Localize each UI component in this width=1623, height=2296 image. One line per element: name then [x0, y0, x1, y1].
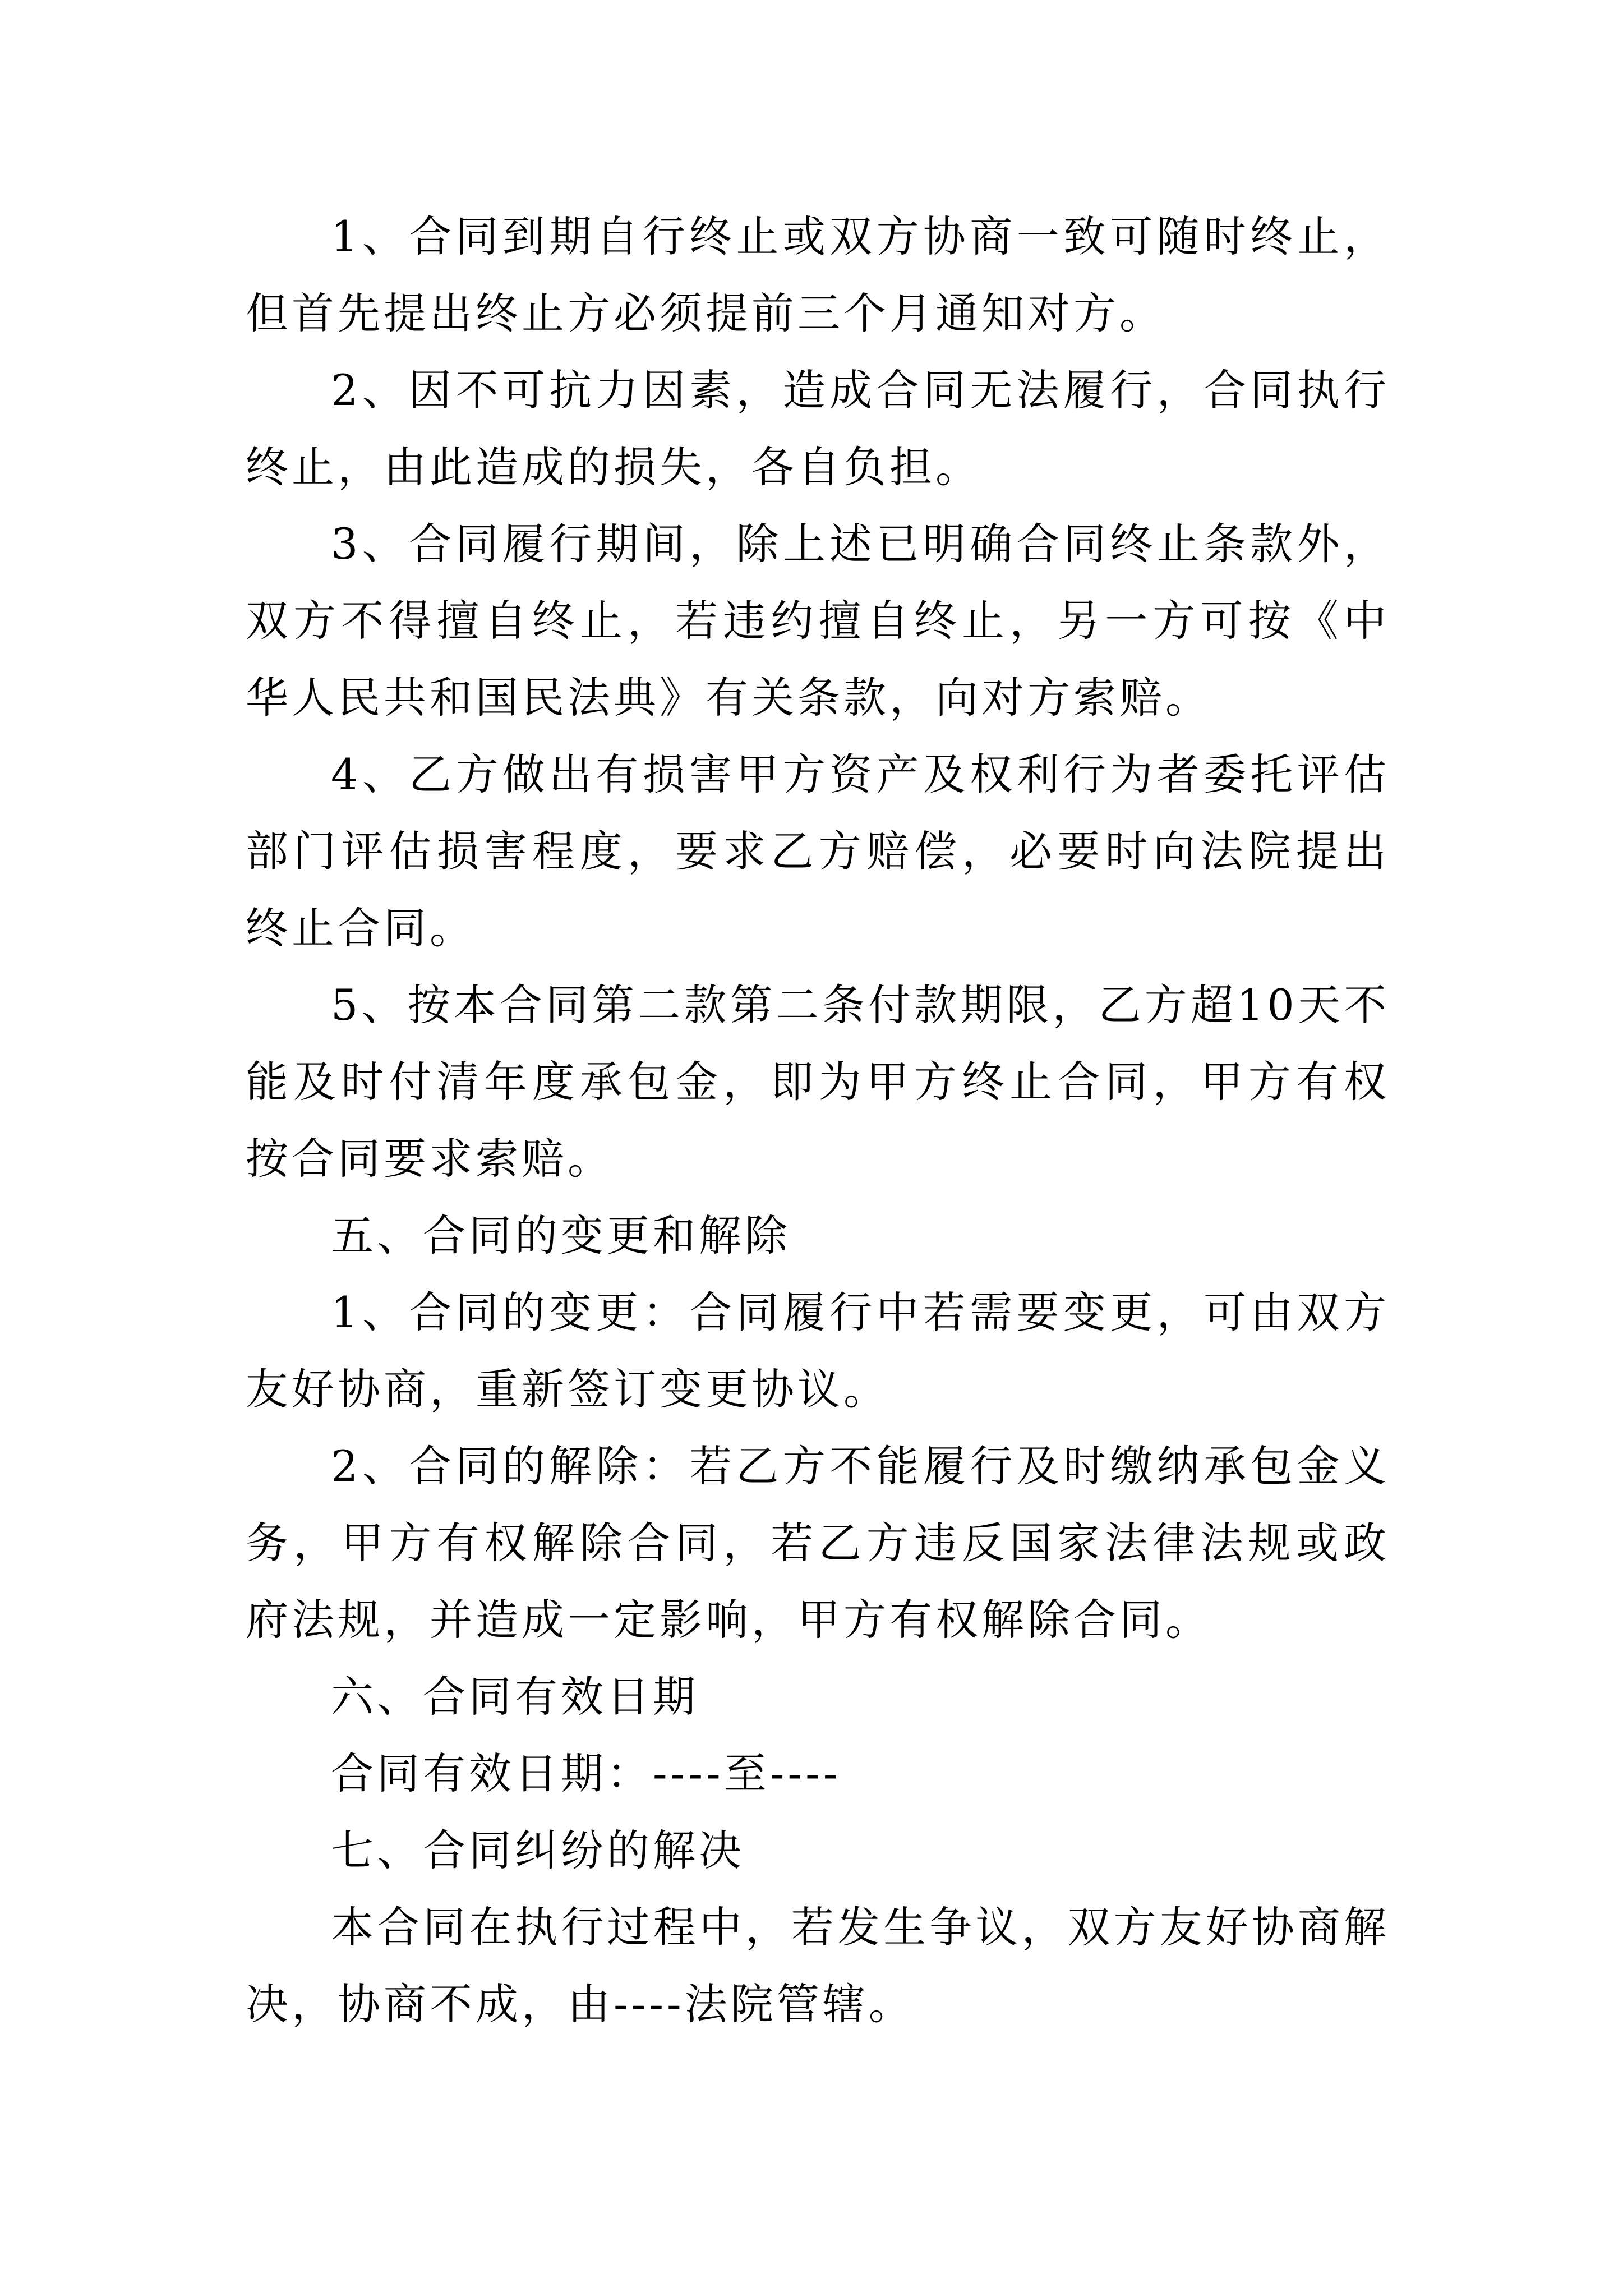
paragraph-termination-1: 1、合同到期自行终止或双方协商一致可随时终止，但首先提出终止方必须提前三个月通知对方。 — [246, 211, 1390, 338]
paragraph-termination-3: 3、合同履行期间，除上述已明确合同终止条款外，双方不得擅自终止，若违约擅自终止，另一方可按《中华人民共和国民法典》有关条款，向对方索赔。 — [246, 519, 1390, 723]
section-heading-change-and-rescission: 五、合同的变更和解除 — [331, 1211, 791, 1260]
paragraph-contract-rescission: 2、合同的解除：若乙方不能履行及时缴纳承包金义务，甲方有权解除合同，若乙方违反国家法律法规或政府法规，并造成一定影响，甲方有权解除合同。 — [246, 1441, 1390, 1645]
paragraph-dispute-resolution: 本合同在执行过程中，若发生争议，双方友好协商解决，协商不成，由----法院管辖。 — [246, 1902, 1390, 2029]
section-heading-dispute-resolution: 七、合同纠纷的解决 — [331, 1825, 745, 1875]
paragraph-effective-date: 合同有效日期：----至---- — [331, 1749, 841, 1798]
paragraph-termination-2: 2、因不可抗力因素，造成合同无法履行，合同执行终止，由此造成的损失，各自负担。 — [246, 365, 1390, 492]
paragraph-contract-change: 1、合同的变更：合同履行中若需要变更，可由双方友好协商，重新签订变更协议。 — [246, 1287, 1390, 1414]
document-body — [246, 198, 1390, 2042]
section-heading-effective-date: 六、合同有效日期 — [331, 1672, 699, 1722]
paragraph-termination-4: 4、乙方做出有损害甲方资产及权利行为者委托评估部门评估损害程度，要求乙方赔偿，必要时向法院提出终止合同。 — [246, 749, 1390, 953]
paragraph-termination-5: 5、按本合同第二款第二条付款期限，乙方超10天不能及时付清年度承包金，即为甲方终止合同，甲方有权按合同要求索赔。 — [246, 980, 1390, 1184]
